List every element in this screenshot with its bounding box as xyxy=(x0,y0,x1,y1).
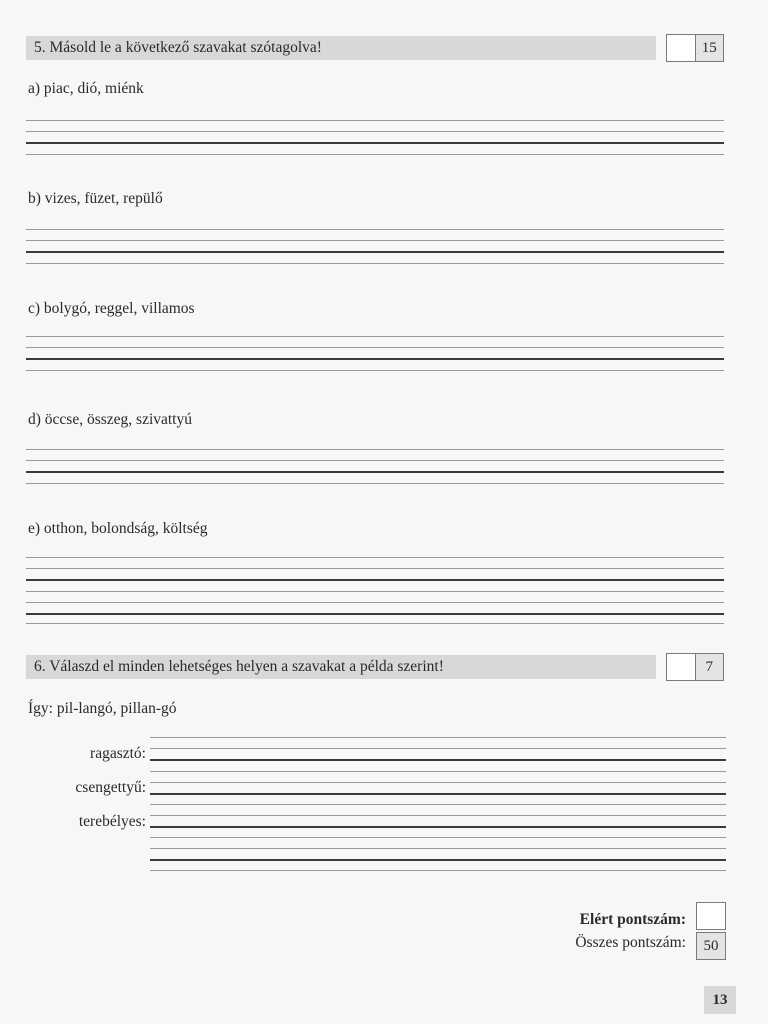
page-number: 13 xyxy=(704,986,736,1014)
task5-item-d-label: d) öccse, összeg, szivattyú xyxy=(28,411,192,428)
task6-title: 6. Válaszd el minden lehetséges helyen a szavakat a példa szerint! xyxy=(34,658,444,675)
task5-title-bar xyxy=(26,36,656,60)
total-score-label: Összes pontszám: xyxy=(575,934,686,951)
task6-writing-lines[interactable] xyxy=(150,735,726,875)
task5-score-input[interactable] xyxy=(667,35,696,61)
task5-item-c-writing-lines[interactable] xyxy=(26,334,724,374)
task5-item-e-label: e) otthon, bolondság, költség xyxy=(28,520,208,537)
task5-max-points: 15 xyxy=(696,35,724,61)
task5-item-d-writing-lines[interactable] xyxy=(26,447,724,487)
task6-title-bar xyxy=(26,655,656,679)
achieved-score-box[interactable] xyxy=(696,902,726,930)
task6-max-points: 7 xyxy=(696,654,724,680)
task5-item-a-label: a) piac, dió, miénk xyxy=(28,80,144,97)
task5-item-b-label: b) vizes, füzet, repülő xyxy=(28,190,163,207)
achieved-score-label: Elért pontszám: xyxy=(579,911,686,928)
task6-score-input[interactable] xyxy=(667,654,696,680)
word-label-terebelyes: terebélyes: xyxy=(78,813,146,830)
task5-item-e-writing-lines[interactable] xyxy=(26,555,724,627)
task5-score-box xyxy=(666,34,724,62)
task5-item-c-label: c) bolygó, reggel, villamos xyxy=(28,300,195,317)
total-score-box: 50 xyxy=(696,932,726,960)
task6-score-box xyxy=(666,653,724,681)
task6-example: Így: pil-langó, pillan-gó xyxy=(28,700,177,717)
task5-title: 5. Másold le a következő szavakat szótagolva! xyxy=(34,39,322,56)
task5-item-b-writing-lines[interactable] xyxy=(26,227,724,267)
word-label-ragaszto: ragasztó: xyxy=(90,745,146,762)
task5-item-a-writing-lines[interactable] xyxy=(26,118,724,158)
word-label-csengettyu: csengettyű: xyxy=(75,779,146,796)
